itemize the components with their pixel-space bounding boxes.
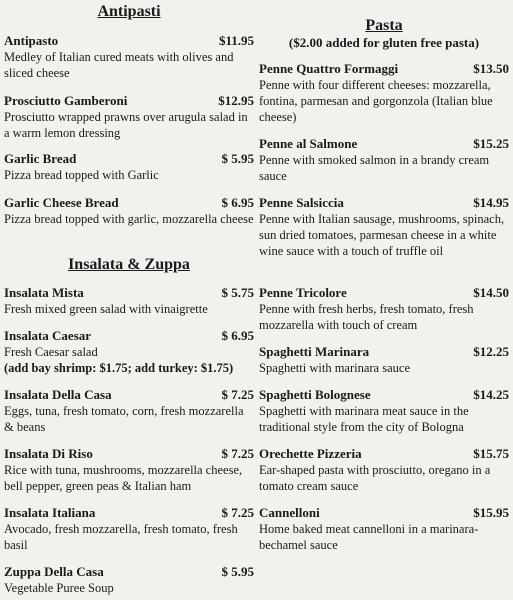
item-price: $ 5.95	[221, 151, 254, 166]
item-desc: Pizza bread topped with Garlic	[4, 168, 159, 182]
item-desc: Medley of Italian cured meats with olives and sliced cheese	[4, 50, 234, 80]
item-desc: Fresh mixed green salad with vinaigrette	[4, 302, 208, 316]
menu-item-insalata-della-casa	[4, 387, 254, 435]
menu-item-orechette-pizzeria	[259, 446, 509, 494]
item-desc: Ear-shaped pasta with prosciutto, oregano in a tomato cream sauce	[259, 463, 491, 493]
menu-item-prosciutto-gamberoni	[4, 93, 254, 141]
item-price: $15.95	[473, 505, 509, 520]
item-name: Cannelloni	[259, 505, 320, 520]
item-price: $ 6.95	[221, 195, 254, 210]
item-desc: Penne with smoked salmon in a brandy cream sauce	[259, 153, 490, 183]
item-desc: Spaghetti with marinara meat sauce in the traditional style from the city of Bologna	[259, 404, 469, 434]
pasta-subtitle: ($2.00 added for gluten free pasta)	[288, 35, 480, 50]
item-desc: Eggs, tuna, fresh tomato, corn, fresh mozzarella & beans	[4, 404, 244, 434]
item-price: $14.50	[473, 285, 509, 300]
item-name: Penne Salsiccia	[259, 195, 344, 210]
menu-item-insalata-mista	[4, 285, 254, 317]
item-desc: Fresh Caesar salad	[4, 345, 98, 359]
menu-item-penne-tricolore	[259, 285, 509, 333]
insalata-title: Insalata & Zuppa	[68, 256, 190, 273]
item-name: Zuppa Della Casa	[4, 564, 104, 579]
menu-item-cannelloni	[259, 505, 509, 553]
item-name: Penne Tricolore	[259, 285, 347, 300]
item-desc: Home baked meat cannelloni in a marinara-bechamel sauce	[259, 522, 479, 552]
item-name: Insalata Italiana	[4, 505, 96, 520]
antipasti-title: Antipasti	[97, 3, 161, 20]
item-desc: Rice with tuna, mushrooms, mozzarella cheese, bell pepper, green peas & Italian ham	[4, 463, 243, 493]
item-name: Insalata Caesar	[4, 328, 92, 343]
item-price: $ 5.95	[221, 564, 254, 579]
item-price: $11.95	[218, 33, 254, 48]
item-name: Spaghetti Marinara	[259, 344, 370, 359]
item-extra: (add bay shrimp: $1.75; add turkey: $1.75)	[4, 361, 234, 375]
menu-item-garlic-cheese-bread	[4, 195, 254, 227]
item-desc: Penne with Italian sausage, mushrooms, spinach, sun dried tomatoes, parmesan cheese in a white wine sauce with a touch of truffle oil	[259, 212, 505, 258]
menu-item-penne-quattro-formaggi	[259, 61, 509, 125]
item-price: $ 6.95	[221, 328, 254, 343]
item-price: $14.25	[473, 387, 509, 402]
item-name: Orechette Pizzeria	[259, 446, 362, 461]
menu-item-penne-salsiccia	[259, 195, 509, 259]
item-price: $ 7.25	[221, 387, 254, 402]
item-desc: Vegetable Puree Soup	[4, 581, 114, 595]
item-price: $12.95	[218, 93, 254, 108]
menu-item-insalata-italiana	[4, 505, 254, 553]
item-desc: Prosciutto wrapped prawns over arugula salad in a warm lemon dressing	[4, 110, 248, 140]
item-desc: Avocado, fresh mozzarella, fresh tomato, fresh basil	[4, 522, 238, 552]
menu-item-garlic-bread	[4, 151, 254, 183]
item-name: Antipasto	[4, 33, 59, 48]
menu-item-spaghetti-bolognese	[259, 387, 509, 435]
item-name: Insalata Di Riso	[4, 446, 93, 461]
item-name: Spaghetti Bolognese	[259, 387, 371, 402]
item-desc: Spaghetti with marinara sauce	[259, 361, 410, 375]
item-price: $13.50	[473, 61, 509, 76]
item-desc: Penne with fresh herbs, fresh tomato, fresh mozzarella with touch of cream	[259, 302, 474, 332]
menu-item-penne-al-salmone	[259, 136, 509, 184]
item-price: $12.25	[473, 344, 509, 359]
item-name: Garlic Bread	[4, 151, 77, 166]
item-price: $14.95	[473, 195, 509, 210]
item-price: $ 7.25	[221, 446, 254, 461]
item-name: Insalata Mista	[4, 285, 84, 300]
item-desc: Pizza bread topped with garlic, mozzarella cheese	[4, 212, 254, 226]
item-name: Penne al Salmone	[259, 136, 358, 151]
menu-item-insalata-caesar	[4, 328, 254, 376]
item-price: $15.75	[473, 446, 509, 461]
item-name: Prosciutto Gamberoni	[4, 93, 128, 108]
item-price: $ 7.25	[221, 505, 254, 520]
item-desc: Penne with four different cheeses: mozzarella, fontina, parmesan and gorgonzola (Italian blue cheese)	[259, 78, 493, 124]
menu-item-insalata-di-riso	[4, 446, 254, 494]
menu-item-spaghetti-marinara	[259, 344, 509, 376]
item-name: Penne Quattro Formaggi	[259, 61, 399, 76]
item-price: $15.25	[473, 136, 509, 151]
item-price: $ 5.75	[221, 285, 254, 300]
menu-item-zuppa-della-casa	[4, 564, 254, 596]
item-name: Insalata Della Casa	[4, 387, 112, 402]
menu-item-antipasto	[4, 33, 254, 81]
item-name: Garlic Cheese Bread	[4, 195, 119, 210]
pasta-title: Pasta	[365, 17, 403, 34]
